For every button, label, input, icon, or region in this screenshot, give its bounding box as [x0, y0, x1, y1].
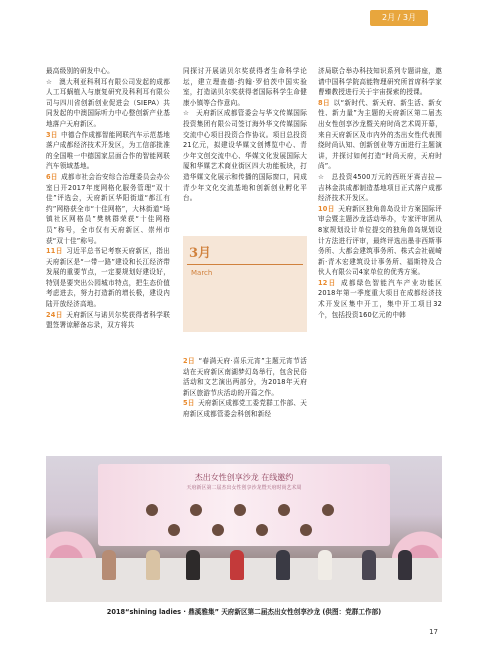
paragraph: [46, 130, 170, 172]
speaker-portrait: [256, 524, 268, 536]
speaker-portrait: [234, 504, 246, 516]
paragraph-text: 中德合作成都智能网联汽车示范基地落户成都经济技术开发区，为工信部批准的全国唯一中德国家层面合作的智能网联汽车领域基地。: [46, 130, 170, 171]
panelist: [230, 550, 244, 580]
event-photo: [46, 456, 442, 602]
paragraph: [318, 204, 442, 278]
speaker-portrait: [168, 524, 180, 536]
text-column-2-upper: [183, 66, 307, 204]
paragraph: [183, 66, 307, 108]
date-marker: 11日: [46, 247, 63, 256]
text-column-1: [46, 66, 170, 331]
paragraph-text: 习近平总书记考察天府新区，指出天府新区是“一带一路”建设和长江经济带发展的重要节点，一定要规划好建设好，特别是要突出公园城市特点，把生态价值考虑进去，努力打造新的增长极，建设内陆开放经济高地。: [46, 247, 171, 309]
paragraph-text: 济局联合举办科技知识系列专题讲座，邀请中国科学院高能物理研究所首席科学家曹臻教授进行关于宇宙探索的授课。: [318, 67, 442, 97]
panelist: [362, 550, 376, 580]
paragraph-text: 以“新时代、新天府、新生活、新女性、新力量”为主题的天府新区第二届杰出女性创享沙龙暨关府时尚艺术周开幕，来自天府新区及市内外的杰出女性代表围绕时尚认知、创新创业等方面进行主题演讲，并探讨如何打造“时尚天府，天府时尚”。: [318, 98, 442, 171]
date-marker: 3日: [46, 130, 58, 139]
paragraph-text: ☆ 总投资4500万元的西班牙赛吉拉—吉林金洪成都制造基地项目正式落户成都经济技术开发区。: [318, 172, 442, 203]
paragraph: [46, 246, 170, 310]
speaker-portrait: [278, 504, 290, 516]
paragraph-text: 成都绿色智能汽车产业功能区2018年第一季度重大项目在成都经济技术开发区集中开工，集中开工项目32个，包括投资160亿元的中韩: [318, 278, 442, 319]
paragraph: [318, 172, 442, 204]
paragraph-text: 天府新区成都党工委党群工作部、天府新区成都管委会科创和新经: [183, 399, 307, 418]
paragraph-text: 天府新区与诺贝尔奖获得者科学联盟签署谅解备忘录，双方将共: [46, 310, 171, 330]
month-divider: [187, 264, 303, 265]
banner-title: 杰出女性创享沙龙 在线邀约: [194, 473, 294, 482]
paragraph-text: ☆ 天府新区成都管委会与华文传媒国际投资集团有限公司签订海外华文传媒国际交流中心项目投资合作协议。项目总投资21亿元，拟建设华媒文创博览中心、青少年文创交流中心、华媒文化发展国际大厦和华媒艺术商业街区四大功能板块，打造华媒文化展示和传播的国际窗口，同成青少年文化交流基地和创新创业孵化平台。: [183, 109, 307, 203]
speaker-portrait: [212, 524, 224, 536]
date-marker: 12日: [318, 278, 337, 287]
text-column-3: [318, 66, 442, 320]
page-number: 17: [429, 628, 438, 636]
paragraph-text: ☆ 澳大利亚科利耳有限公司发起的成都人工耳蜗植入与康复研究及科利耳有限公司与四川省创新创业促进会（SIEPA）共同发起的中澳国际听力中心整创新产业基地落户天府新区。: [46, 77, 170, 128]
paragraph-text: 同探讨开展诺贝尔奖获得者生命科学论坛，建立理查德·约翰·罗伯茨中国实验室，打造诺贝尔奖获得者国际科学生命健康小镇等合作意向。: [183, 67, 307, 107]
section-tab: 2月 / 3月: [370, 10, 428, 26]
speaker-portrait: [322, 504, 334, 516]
paragraph: [183, 398, 307, 419]
paragraph: [183, 108, 307, 203]
panelist: [146, 550, 160, 580]
panelist: [102, 550, 116, 580]
paragraph-text: 成都市社会治安综合治理委员会办公室日开2017年度网格化服务管理“双十佳”评选会，天府新区华阳街道“都江有约”网格获全市“十佳网格”，大林街道“场镇社区网格员”樊桃群荣获“十佳网格员”称号，全市仅有天府新区、崇州市获“双十佳”称号。: [46, 172, 170, 245]
paragraph: [46, 66, 170, 77]
date-marker: 10日: [318, 204, 335, 213]
date-marker: 5日: [183, 399, 195, 408]
speaker-portrait: [190, 504, 202, 516]
month-heading-box: [183, 236, 307, 332]
paragraph: [183, 356, 307, 398]
panelist: [186, 550, 200, 580]
paragraph: [46, 172, 170, 246]
speaker-portrait: [146, 504, 158, 516]
month-word: March: [191, 269, 213, 277]
paragraph-text: “春满天府·喜乐元宵”主题元宵节活动在天府新区南湖梦幻岛举行，包含民俗活动和文艺演出两部分，为2018年天府新区旅游节庆活动的开篇之作。: [183, 357, 307, 397]
date-marker: 2日: [183, 357, 196, 365]
month-number: 3月: [189, 246, 212, 261]
paragraph-text: 最高级别的研发中心。: [46, 67, 114, 75]
paragraph-text: 天府新区独角兽岛设计方案国际评审会暨主题沙龙活动举办，专家评审团从8家规划设计单位提交的独角兽岛规划设计方法进行评审，最终评选出墨非西斯事务所、大都会建筑事务所、株式会社砚崎新·青木宏建筑设计事务所、福斯特及合伙人有限公司4家单位的优秀方案。: [318, 204, 443, 277]
stage-banner: [98, 464, 390, 546]
paragraph: [318, 66, 442, 98]
panelist: [398, 550, 412, 580]
date-marker: 8日: [318, 98, 330, 107]
panelist: [276, 550, 290, 580]
paragraph: [318, 278, 442, 320]
date-marker: 24日: [46, 310, 63, 319]
panelist: [318, 550, 332, 580]
banner-subtitle: 天府新区第二届杰出女性创享沙龙暨天府时尚艺术周: [186, 485, 302, 491]
text-column-2-lower: [183, 356, 307, 420]
date-marker: 6日: [46, 172, 58, 181]
speaker-portrait: [300, 524, 312, 536]
paragraph: [46, 310, 170, 331]
paragraph: [318, 98, 442, 172]
photo-caption: 2018“shining ladies · 鼎溪雅集” 天府新区第二届杰出女性创享沙龙 (供图：党群工作部): [106, 608, 382, 616]
paragraph: [46, 77, 170, 130]
